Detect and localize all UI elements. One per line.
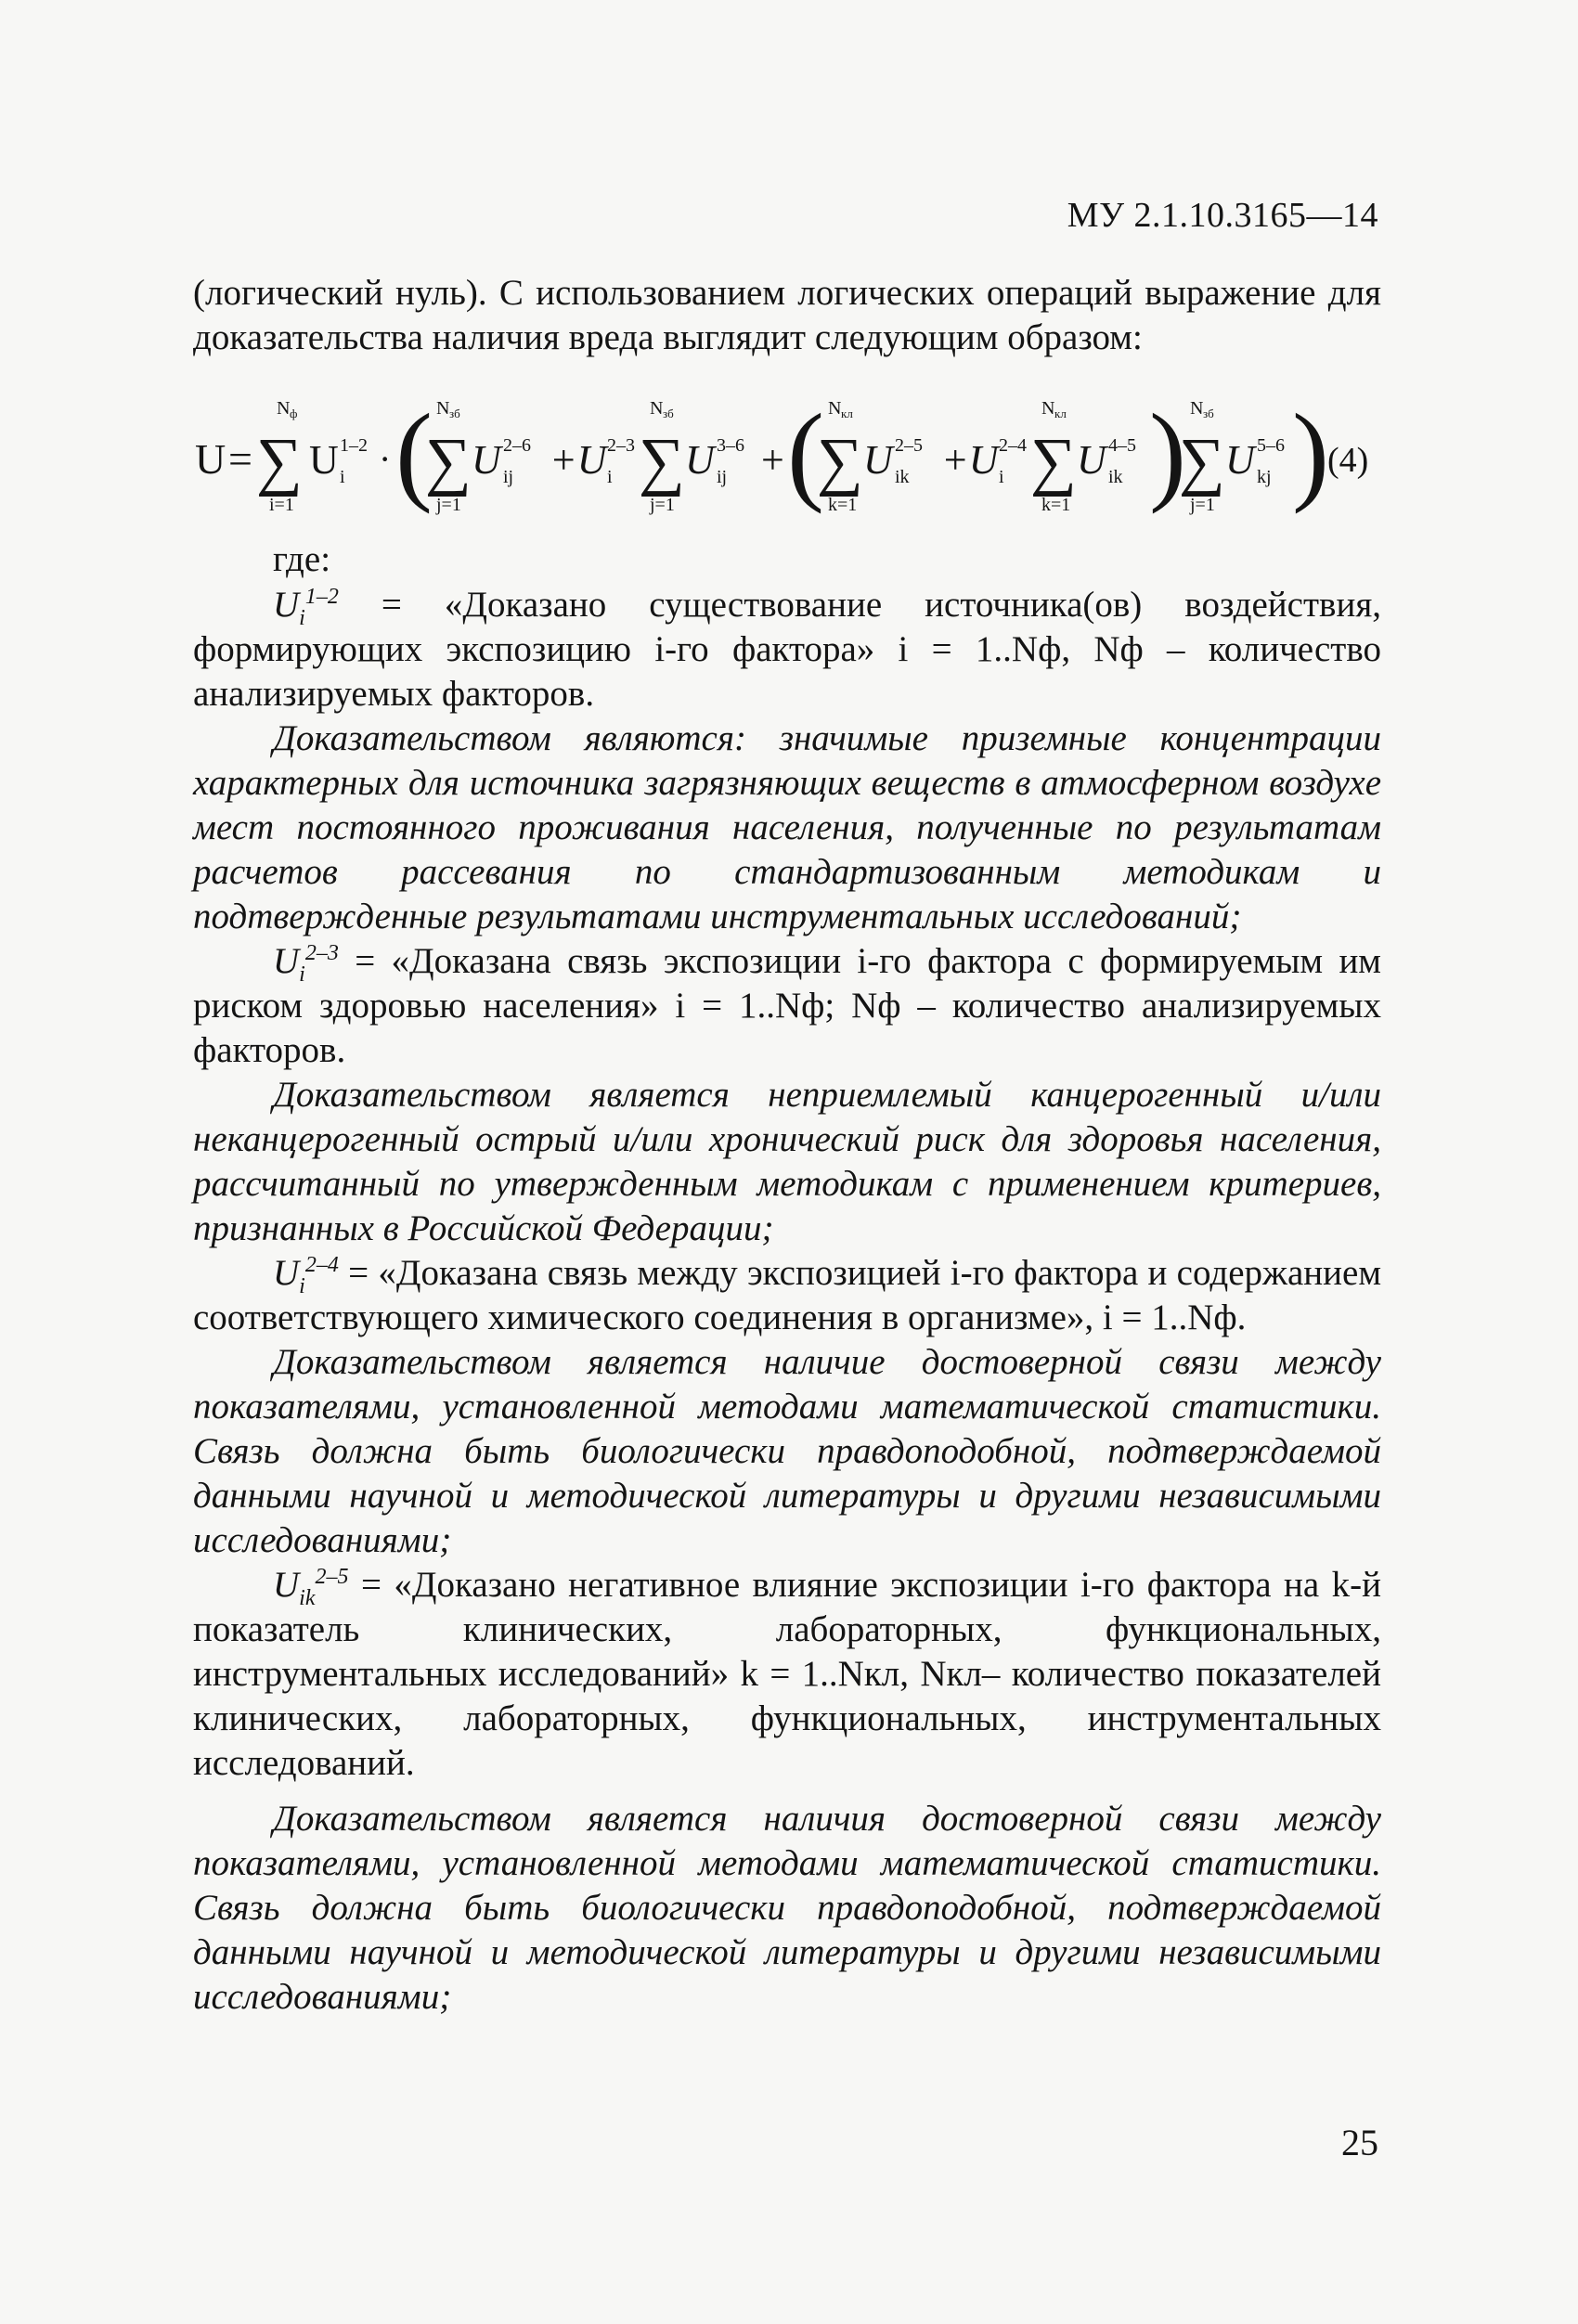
paren-close-1: ) [1292,391,1329,514]
svg-text:j=1: j=1 [1190,495,1215,515]
formula-equals: = [228,435,252,483]
paren-open-1: ( [395,391,433,514]
formula-plus: + [761,437,784,483]
formula-dot: · [379,438,392,480]
svg-text:зб: зб [449,407,460,420]
sum-symbol-4: ∑ [817,426,863,497]
u12-proof: Доказательством являются: значимые приземные концентрации характерных для источника загрязняющих веществ в атмосферном воздухе мест постоянного проживания населения, полученные по результатам расчетов рассевания по стандартизованным методикам и подтвержденные результатами инструментальных исследований; [193,718,1381,936]
term-u12: U [309,437,339,483]
term-u45: U [1077,437,1106,483]
svg-text:i: i [340,467,345,487]
svg-text:j=1: j=1 [650,495,675,515]
svg-text:j=1: j=1 [436,495,461,515]
paren-close-2: ) [1149,391,1186,514]
sum-symbol-1: ∑ [256,426,303,497]
formula-number: (4) [1327,441,1369,480]
svg-text:ij: ij [503,467,514,487]
svg-text:зб: зб [663,407,674,420]
term-u56: U [1225,437,1255,483]
u25-symbol: $U_{ik}^{2-5}$ [273,1565,349,1610]
svg-text:кл: кл [841,407,853,420]
sum-symbol-6: ∑ [1179,426,1225,497]
svg-text:ij: ij [717,467,728,487]
u23-definition: $U_i^{2-3}$ = «Доказана связь экспозиции i-го фактора с формируемым им риском здоровью населения» i = 1..Nф; Nф – количество анализируемых факторов. [193,941,1381,1070]
u24-definition: $U_i^{2-4}$ = «Доказана связь между экспозицией i-го фактора и содержанием соответствующего химического соединения в организме», i = 1..Nф. [193,1253,1381,1337]
u23-symbol: $U_i^{2-3}$ [273,941,339,987]
svg-text:2–4: 2–4 [999,435,1027,456]
svg-text:3–6: 3–6 [717,435,744,456]
u24-proof: Доказательством является наличие достоверной связи между показателями, установленной методами математической статистики. Связь должна быть биологически правдоподобной, подтверждаемой данными научной и методической литературы и другими независимыми исследованиями; [193,1342,1381,1560]
svg-text:2–5: 2–5 [895,435,923,456]
u24-symbol: $U_i^{2-4}$ [273,1253,339,1298]
svg-text:i: i [607,467,613,487]
page-number: 25 [1341,2122,1378,2163]
term-u23: +U [550,437,607,483]
svg-text:N: N [436,398,450,419]
svg-text:ik: ik [1108,467,1123,487]
svg-text:N: N [1041,398,1055,419]
intro-paragraph [193,271,1381,360]
sum-lower-1: i=1 [269,495,294,515]
where-label: где: [273,539,331,579]
u23-proof: Доказательством является неприемлемый канцерогенный и/или неканцерогенный острый и/или хронический риск для здоровья населения, рассчитанный по утвержденным методикам с применением критериев, признанных в Российской Федерации; [193,1075,1381,1248]
svg-text:kj: kj [1257,467,1272,487]
sum-symbol-3: ∑ [639,426,685,497]
svg-text:5–6: 5–6 [1257,435,1285,456]
svg-text:N: N [1190,398,1204,419]
u25-proof: Доказательством является наличия достоверной связи между показателями, установленной методами математической статистики. Связь должна быть биологически правдоподобной, подтверждаемой данными научной и методической литературы и другими независимыми исследованиями; [193,1799,1381,2017]
definitions-block [193,583,1381,2020]
formula-4 [193,390,1400,529]
svg-text:4–5: 4–5 [1108,435,1136,456]
svg-text:кл: кл [1054,407,1067,420]
u12-symbol: $U_i^{1-2}$ [273,585,339,630]
term-u36: U [685,437,715,483]
term-u25: U [863,437,893,483]
svg-text:k=1: k=1 [828,495,858,515]
sum-upper-1-sub: ф [290,407,298,420]
formula-lhs: U [195,435,226,483]
svg-text:2–6: 2–6 [503,435,531,456]
formula-svg [193,390,1400,529]
svg-text:k=1: k=1 [1041,495,1071,515]
intro-text: (логический нуль). С использованием логических операций выражение для доказательства наличия вреда выглядит следующим образом: [193,273,1381,357]
document-code: МУ 2.1.10.3165—14 [1067,196,1378,235]
sum-symbol-2: ∑ [425,426,472,497]
u12-definition: $U_i^{1-2}$ = «Доказано существование источника(ов) воздействия, формирующих экспозицию i-го фактора» i = 1..Nф, Nф – количество анализируемых факторов. [193,585,1382,714]
sum-symbol-5: ∑ [1030,426,1077,497]
svg-text:i: i [999,467,1004,487]
svg-text:ik: ik [895,467,910,487]
sum-upper-1: N [277,398,291,419]
svg-text:зб: зб [1203,407,1214,420]
svg-text:N: N [828,398,842,419]
paren-open-2: ( [787,391,824,514]
svg-text:N: N [650,398,664,419]
svg-text:1–2: 1–2 [340,435,368,456]
term-u24: +U [941,437,999,483]
svg-text:2–3: 2–3 [607,435,635,456]
u25-definition: $U_{ik}^{2-5}$ = «Доказано негативное влияние экспозиции i-го фактора на k-й показатель клинических, лабораторных, функциональных, инструментальных исследований» k = 1..Nкл, Nкл– количество показателей клинических, лабораторных, функциональных, инструментальных исследований. [193,1565,1381,1783]
term-u26: U [472,437,501,483]
